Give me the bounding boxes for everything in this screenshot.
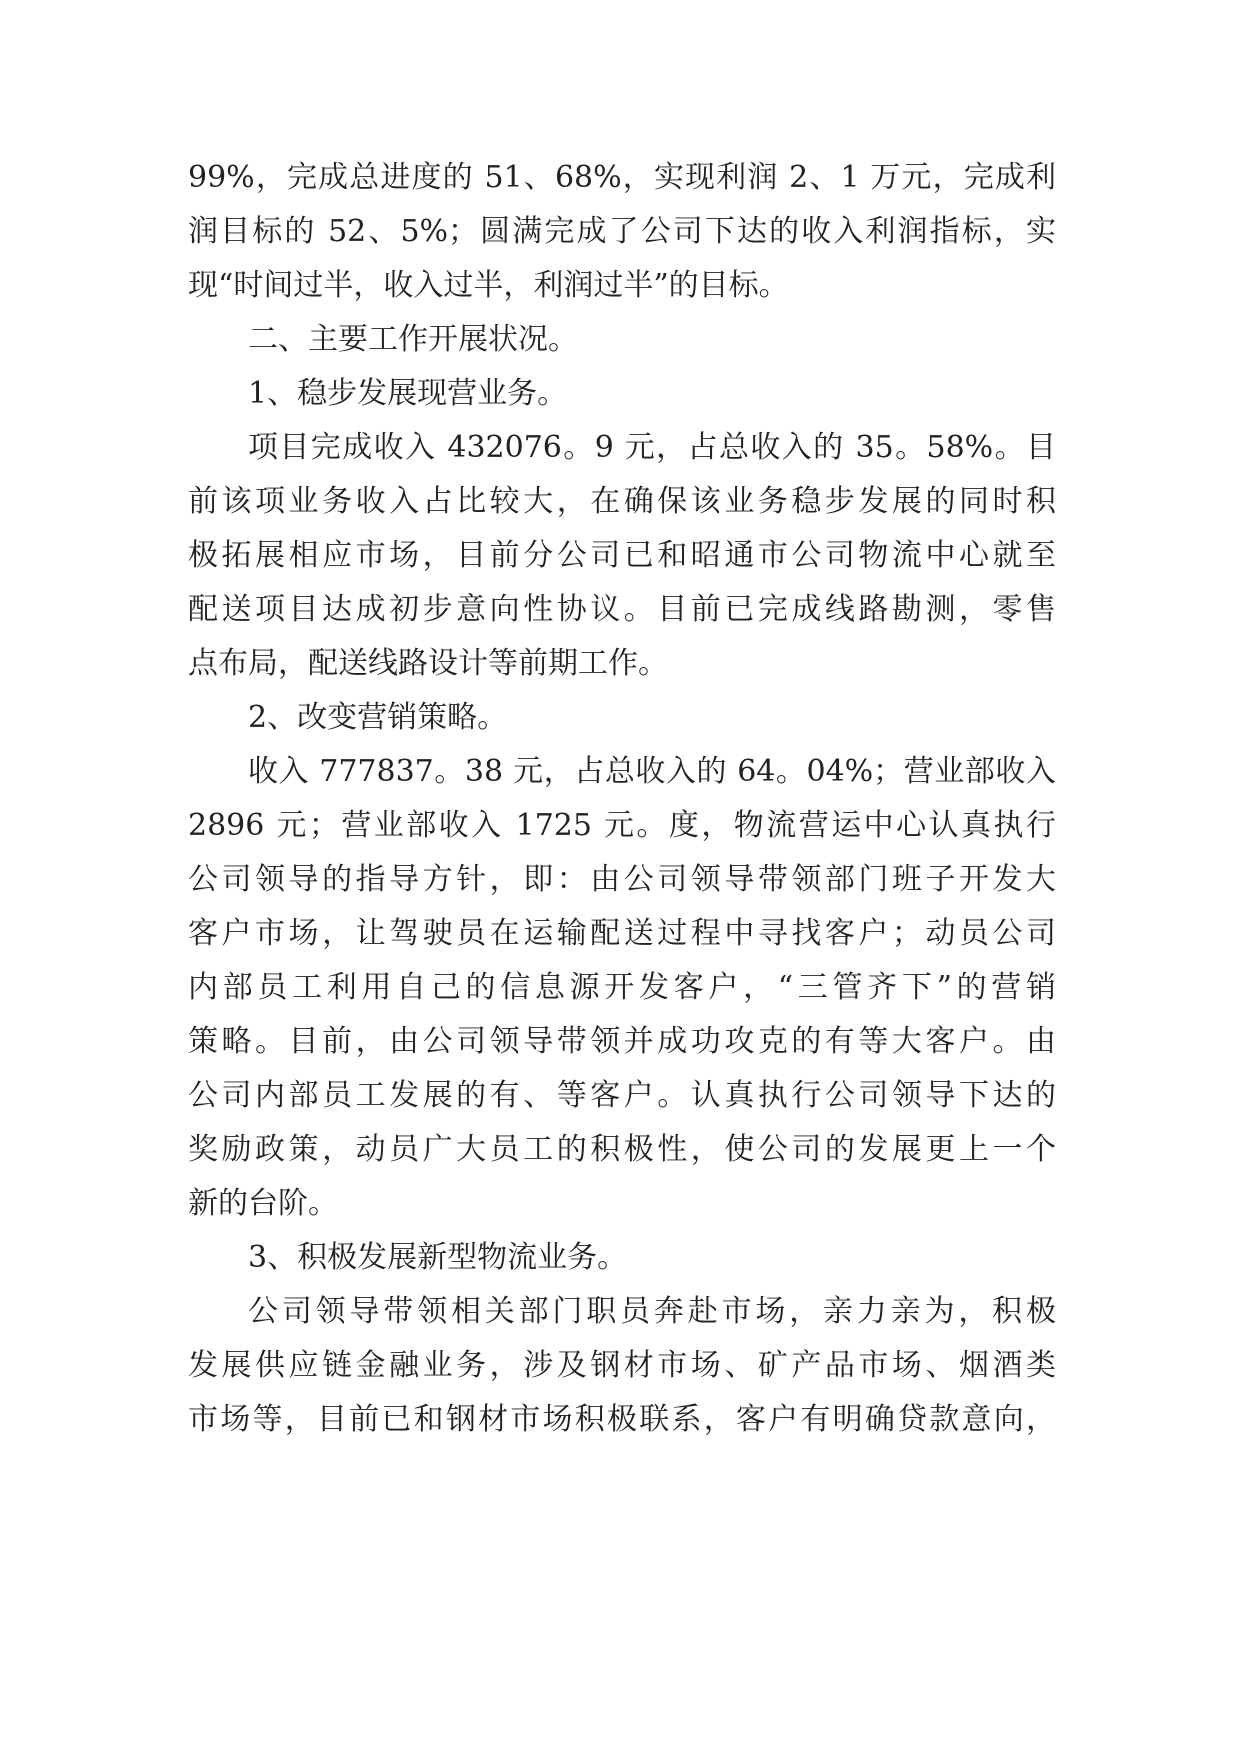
- text-line: 客户市场，让驾驶员在运输配送过程中寻找客户；动员公司: [188, 916, 1056, 951]
- subsection-heading-2: [188, 691, 1056, 745]
- text-line: 1、稳步发展现营业务。: [248, 376, 568, 411]
- text-line: 公司内部员工发展的有、等客户。认真执行公司领导下达的: [188, 1078, 1056, 1113]
- text-line: 极拓展相应市场，目前分公司已和昭通市公司物流中心就至: [188, 538, 1056, 573]
- text-line: 收入 777837。38 元，占总收入的 64。04%；营业部收入: [248, 754, 1056, 789]
- text-line: 二、主要工作开展状况。: [248, 322, 578, 357]
- text-line: 前该项业务收入占比较大，在确保该业务稳步发展的同时积: [188, 484, 1056, 519]
- text-line: 99%，完成总进度的 51、68%，实现利润 2、1 万元，完成利: [188, 160, 1056, 195]
- paragraph-new-logistics: [188, 1285, 1056, 1447]
- section-heading: [188, 313, 1056, 367]
- subsection-heading-1: [188, 367, 1056, 421]
- text-line: 公司领导带领相关部门职员奔赴市场，亲力亲为，积极: [248, 1294, 1056, 1329]
- text-line: 现“时间过半，收入过半，利润过半”的目标。: [188, 268, 789, 303]
- text-line: 配送项目达成初步意向性协议。目前已完成线路勘测，零售: [188, 592, 1056, 627]
- text-line: 2、改变营销策略。: [248, 700, 508, 735]
- text-line: 发展供应链金融业务，涉及钢材市场、矿产品市场、烟酒类: [188, 1348, 1056, 1383]
- text-line: 市场等，目前已和钢材市场积极联系，客户有明确贷款意向，: [188, 1402, 1056, 1437]
- paragraph-progress-summary: [188, 151, 1056, 313]
- text-line: 新的台阶。: [188, 1186, 338, 1221]
- text-line: 奖励政策，动员广大员工的积极性，使公司的发展更上一个: [188, 1132, 1056, 1167]
- text-line: 公司领导的指导方针，即：由公司领导带领部门班子开发大: [188, 862, 1056, 897]
- text-line: 3、积极发展新型物流业务。: [248, 1240, 628, 1275]
- document-body: [188, 151, 1056, 1447]
- text-line: 2896 元；营业部收入 1725 元。度，物流营运中心认真执行: [188, 808, 1056, 843]
- text-line: 项目完成收入 432076。9 元，占总收入的 35。58%。目: [248, 430, 1056, 465]
- subsection-heading-3: [188, 1231, 1056, 1285]
- text-line: 润目标的 52、5%；圆满完成了公司下达的收入利润指标，实: [188, 214, 1056, 249]
- text-line: 内部员工利用自己的信息源开发客户，“三管齐下”的营销: [188, 970, 1056, 1005]
- text-line: 点布局，配送线路设计等前期工作。: [188, 646, 668, 681]
- text-line: 策略。目前，由公司领导带领并成功攻克的有等大客户。由: [188, 1024, 1056, 1059]
- paragraph-project-income: [188, 421, 1056, 691]
- paragraph-marketing-strategy: [188, 745, 1056, 1231]
